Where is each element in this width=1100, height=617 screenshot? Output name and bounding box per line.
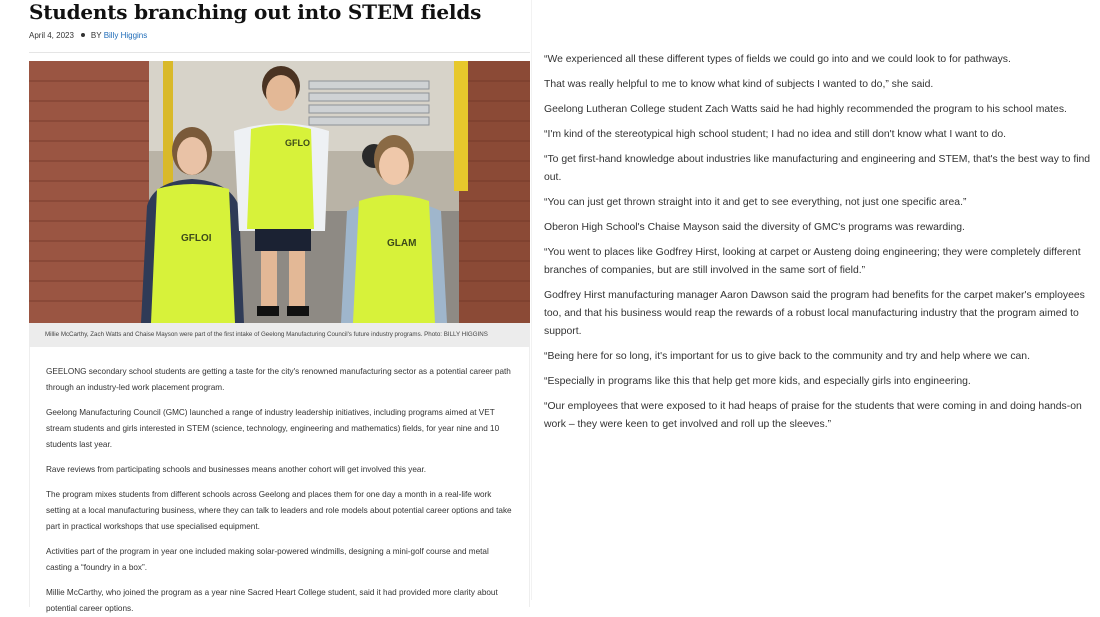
article-body-left [29, 347, 530, 613]
vest-text-left: GFLOI [181, 233, 212, 244]
vest-text-right: GLAM [387, 238, 417, 249]
column-divider [531, 0, 532, 600]
header-divider [29, 52, 530, 53]
byline [29, 31, 147, 40]
body-paragraph: GEELONG secondary school students are getting a taste for the city's renowned manufacturing sector as a potential career path through an industry-led work placement program. [46, 367, 511, 392]
body-paragraph: Geelong Manufacturing Council (GMC) launched a range of industry leadership initiatives, including programs aimed at VET stream students and girls interested in STEM (science, technology, engineering and mathematics) fields, for year nine and 10 students last year. [46, 408, 500, 449]
body-paragraph: “I'm kind of the stereotypical high school student; I had no idea and still don't know what I want to do. [544, 129, 1007, 140]
body-paragraph: “You went to places like Godfrey Hirst, looking at carpet or Austeng doing engineering; they were completely different branches of companies, but are still involved in the same sort of field.” [544, 247, 1081, 276]
body-paragraph: Godfrey Hirst manufacturing manager Aaron Dawson said the program had benefits for the carpet maker's employees too, and that his business would reap the rewards of a robust local manufacturing industry that the program aimed to support. [544, 290, 1085, 337]
students-photo-illustration [29, 61, 530, 323]
body-paragraph: Oberon High School's Chaise Mayson said the diversity of GMC's programs was rewarding. [544, 222, 965, 233]
by-label: BY [90, 31, 102, 40]
body-paragraph: Millie McCarthy, who joined the program as a year nine Sacred Heart College student, said it had provided more clarity about potential career options. [46, 588, 498, 613]
body-paragraph: Geelong Lutheran College student Zach Watts said he had highly recommended the program to his school mates. [544, 104, 1067, 115]
body-paragraph: The program mixes students from different schools across Geelong and places them for one day a month in a real-life work setting at a local manufacturing business, where they can talk to leaders and role models about potential career options and take part in practical workshops that use specialised equipment. [46, 490, 512, 531]
body-paragraph: “Especially in programs like this that help get more kids, and especially girls into engineering. [544, 376, 971, 387]
body-paragraph: “We experienced all these different types of fields we could go into and we could look to for pathways. [544, 54, 1011, 65]
vest-text-middle: GFLO [285, 138, 310, 148]
body-paragraph: Rave reviews from participating schools and businesses means another cohort will get involved this year. [46, 465, 426, 474]
author-link[interactable]: Billy Higgins [103, 31, 148, 40]
article-photo [29, 61, 530, 323]
article-right-column [544, 51, 1096, 434]
body-paragraph: “Being here for so long, it's important for us to give back to the community and try and help where we can. [544, 351, 1030, 362]
body-paragraph: That was really helpful to me to know what kind of subjects I wanted to do,” she said. [544, 79, 934, 90]
body-paragraph: “Our employees that were exposed to it had heaps of praise for the students that were coming in and doing hands-on work – they were keen to get involved and roll up the sleeves.” [544, 401, 1082, 430]
body-paragraph: “You can just get thrown straight into it and get to see everything, not just one specific area.” [544, 197, 967, 208]
body-paragraph: “To get first-hand knowledge about industries like manufacturing and engineering and STEM, that's the best way to find out. [544, 154, 1091, 183]
photo-caption: Millie McCarthy, Zach Watts and Chaise Mayson were part of the first intake of Geelong Manufacturing Council's future industry programs. Photo: BILLY HIGGINS [29, 323, 530, 347]
body-paragraph: Activities part of the program in year one included making solar-powered windmills, designing a mini-golf course and metal casting a “foundry in a box”. [46, 547, 489, 572]
article-title: Students branching out into STEM fields [29, 0, 482, 24]
byline-separator-dot [81, 33, 85, 37]
publish-date: April 4, 2023 [29, 31, 74, 40]
